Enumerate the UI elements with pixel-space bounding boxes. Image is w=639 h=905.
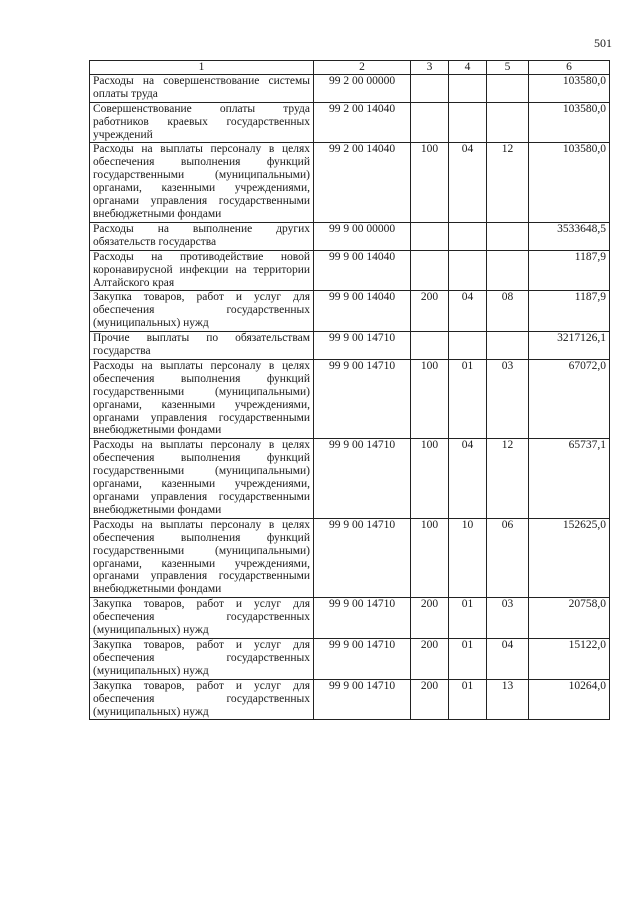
row-subsection: [487, 74, 529, 102]
row-name: Расходы на выплаты персоналу в целях обеспечения выполнения функций государственными (муниципальными) органами, казенными учреждениями, органами управления государственными внебюджетными фондами: [90, 359, 314, 438]
row-expense-type: [411, 332, 449, 360]
column-header-5: 5: [487, 61, 529, 75]
row-amount: 10264,0: [529, 679, 610, 720]
row-amount: 103580,0: [529, 74, 610, 102]
row-code: 99 2 00 14040: [314, 102, 411, 143]
row-subsection: [487, 250, 529, 291]
row-expense-type: 100: [411, 518, 449, 597]
row-section: 04: [449, 439, 487, 518]
row-expense-type: 200: [411, 638, 449, 679]
table-row: [90, 518, 610, 597]
row-name: Закупка товаров, работ и услуг для обеспечения государственных (муниципальных) нужд: [90, 679, 314, 720]
row-expense-type: 200: [411, 679, 449, 720]
row-name: Совершенствование оплаты труда работников краевых государственных учреждений: [90, 102, 314, 143]
row-amount: 3533648,5: [529, 222, 610, 250]
row-code: 99 9 00 14710: [314, 679, 411, 720]
row-section: [449, 332, 487, 360]
row-subsection: 04: [487, 638, 529, 679]
row-subsection: 13: [487, 679, 529, 720]
row-name: Закупка товаров, работ и услуг для обеспечения государственных (муниципальных) нужд: [90, 291, 314, 332]
row-subsection: 12: [487, 439, 529, 518]
table-row: [90, 291, 610, 332]
row-subsection: 06: [487, 518, 529, 597]
table-row: [90, 439, 610, 518]
row-code: 99 9 00 14710: [314, 518, 411, 597]
row-name: Расходы на выполнение других обязательств государства: [90, 222, 314, 250]
table-row: [90, 74, 610, 102]
row-section: [449, 250, 487, 291]
row-code: 99 9 00 14040: [314, 250, 411, 291]
table-row: [90, 679, 610, 720]
row-subsection: 03: [487, 359, 529, 438]
column-header-2: 2: [314, 61, 411, 75]
row-name: Закупка товаров, работ и услуг для обеспечения государственных (муниципальных) нужд: [90, 598, 314, 639]
row-code: 99 9 00 14040: [314, 291, 411, 332]
row-expense-type: [411, 222, 449, 250]
row-expense-type: 200: [411, 598, 449, 639]
row-subsection: [487, 222, 529, 250]
table-row: [90, 638, 610, 679]
row-code: 99 9 00 14710: [314, 359, 411, 438]
budget-table: [89, 60, 610, 720]
row-name: Расходы на выплаты персоналу в целях обеспечения выполнения функций государственными (муниципальными) органами, казенными учреждениями, органами управления государственными внебюджетными фондами: [90, 518, 314, 597]
row-code: 99 2 00 14040: [314, 143, 411, 222]
table-row: [90, 250, 610, 291]
row-amount: 65737,1: [529, 439, 610, 518]
row-code: 99 9 00 14710: [314, 598, 411, 639]
row-code: 99 9 00 14710: [314, 638, 411, 679]
row-section: 01: [449, 679, 487, 720]
row-amount: 1187,9: [529, 250, 610, 291]
table-header-row: [90, 61, 610, 75]
row-amount: 15122,0: [529, 638, 610, 679]
row-subsection: 12: [487, 143, 529, 222]
row-amount: 103580,0: [529, 102, 610, 143]
row-amount: 152625,0: [529, 518, 610, 597]
row-expense-type: 100: [411, 439, 449, 518]
row-section: [449, 102, 487, 143]
row-amount: 1187,9: [529, 291, 610, 332]
table-row: [90, 222, 610, 250]
column-header-6: 6: [529, 61, 610, 75]
row-name: Расходы на выплаты персоналу в целях обеспечения выполнения функций государственными (муниципальными) органами, казенными учреждениями, органами управления государственными внебюджетными фондами: [90, 439, 314, 518]
row-subsection: [487, 332, 529, 360]
row-expense-type: [411, 102, 449, 143]
table-row: [90, 359, 610, 438]
row-code: 99 9 00 14710: [314, 439, 411, 518]
page-number: 501: [594, 36, 612, 50]
column-header-3: 3: [411, 61, 449, 75]
column-header-1: 1: [90, 61, 314, 75]
row-section: 10: [449, 518, 487, 597]
row-name: Прочие выплаты по обязательствам государства: [90, 332, 314, 360]
row-subsection: 03: [487, 598, 529, 639]
row-expense-type: 200: [411, 291, 449, 332]
row-amount: 3217126,1: [529, 332, 610, 360]
row-name: Расходы на выплаты персоналу в целях обеспечения выполнения функций государственными (муниципальными) органами, казенными учреждениями, органами управления государственными внебюджетными фондами: [90, 143, 314, 222]
row-section: 01: [449, 598, 487, 639]
row-section: 04: [449, 143, 487, 222]
row-name: Расходы на противодействие новой коронавирусной инфекции на территории Алтайского края: [90, 250, 314, 291]
row-expense-type: 100: [411, 143, 449, 222]
row-code: 99 9 00 14710: [314, 332, 411, 360]
row-subsection: 08: [487, 291, 529, 332]
row-code: 99 9 00 00000: [314, 222, 411, 250]
row-section: [449, 222, 487, 250]
row-amount: 103580,0: [529, 143, 610, 222]
row-section: 01: [449, 359, 487, 438]
row-name: Расходы на совершенствование системы оплаты труда: [90, 74, 314, 102]
row-subsection: [487, 102, 529, 143]
column-header-4: 4: [449, 61, 487, 75]
row-section: 04: [449, 291, 487, 332]
row-section: 01: [449, 638, 487, 679]
table-row: [90, 102, 610, 143]
table-row: [90, 332, 610, 360]
row-expense-type: 100: [411, 359, 449, 438]
row-amount: 67072,0: [529, 359, 610, 438]
table-row: [90, 143, 610, 222]
row-amount: 20758,0: [529, 598, 610, 639]
row-code: 99 2 00 00000: [314, 74, 411, 102]
row-expense-type: [411, 74, 449, 102]
row-section: [449, 74, 487, 102]
row-name: Закупка товаров, работ и услуг для обеспечения государственных (муниципальных) нужд: [90, 638, 314, 679]
row-expense-type: [411, 250, 449, 291]
table-row: [90, 598, 610, 639]
